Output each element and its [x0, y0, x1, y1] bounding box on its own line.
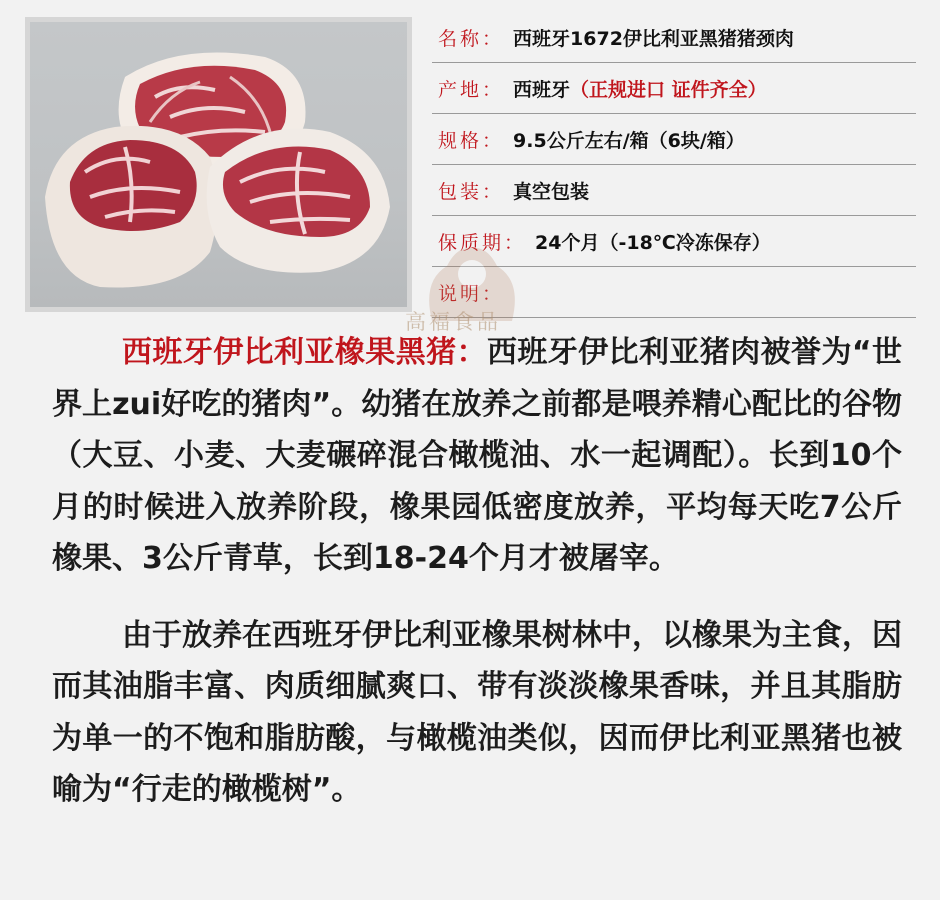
spec-label: 名称 — [438, 27, 483, 50]
product-photo — [30, 22, 407, 307]
spec-note: （正规进口 证件齐全） — [570, 78, 767, 101]
spec-label: 包装 — [438, 180, 483, 203]
spec-row-notes — [432, 267, 916, 318]
spec-row-origin — [432, 63, 916, 114]
description-text-1: 西班牙伊比利亚猪肉被誉为“世界上zui好吃的猪肉”。幼猪在放养之前都是喂养精心配比的谷物（大豆、小麦、大麦碾碎混合橄榄油、水一起调配）。长到10个月的时候进入放养阶段，橡果园低密度放养，平均每天吃7公斤橡果、3公斤青草，长到18-24个月才被屠宰。 — [52, 335, 903, 576]
spec-row-name — [432, 12, 916, 63]
spec-colon: ： — [482, 282, 502, 305]
description-paragraph-1 — [52, 327, 902, 585]
pork-neck-illustration — [30, 22, 407, 307]
spec-value: 9.5公斤左右/箱（6块/箱） — [513, 129, 745, 152]
spec-value: 24个月（-18℃冷冻保存） — [535, 231, 771, 254]
description-lead: 西班牙伊比利亚橡果黑猪： — [122, 335, 487, 370]
product-description — [52, 327, 902, 816]
spec-colon: ： — [504, 231, 524, 254]
spec-value: 西班牙1672伊比利亚黑猪猪颈肉 — [513, 27, 794, 50]
spec-row-packaging — [432, 165, 916, 216]
spec-value: 西班牙 — [513, 78, 571, 101]
spec-table — [432, 12, 916, 318]
spec-label: 产地 — [438, 78, 483, 101]
product-photo-frame — [25, 17, 412, 312]
spec-label: 规格 — [438, 129, 483, 152]
spec-value: 真空包装 — [513, 180, 590, 203]
spec-label: 说明 — [438, 282, 483, 305]
watermark-text: 高福食品 — [405, 310, 501, 334]
description-text-2: 由于放养在西班牙伊比利亚橡果树林中，以橡果为主食，因而其油脂丰富、肉质细腻爽口、带有淡淡橡果香味，并且其脂肪为单一的不饱和脂肪酸，与橄榄油类似，因而伊比利亚黑猪也被喻为“行走的橄榄树”。 — [52, 617, 902, 807]
spec-colon: ： — [482, 180, 502, 203]
spec-row-shelf-life — [432, 216, 916, 267]
spec-colon: ： — [482, 27, 502, 50]
description-paragraph-2 — [52, 610, 902, 816]
spec-colon: ： — [482, 78, 502, 101]
spec-colon: ： — [482, 129, 502, 152]
spec-row-size — [432, 114, 916, 165]
spec-label: 保质期 — [438, 231, 505, 254]
